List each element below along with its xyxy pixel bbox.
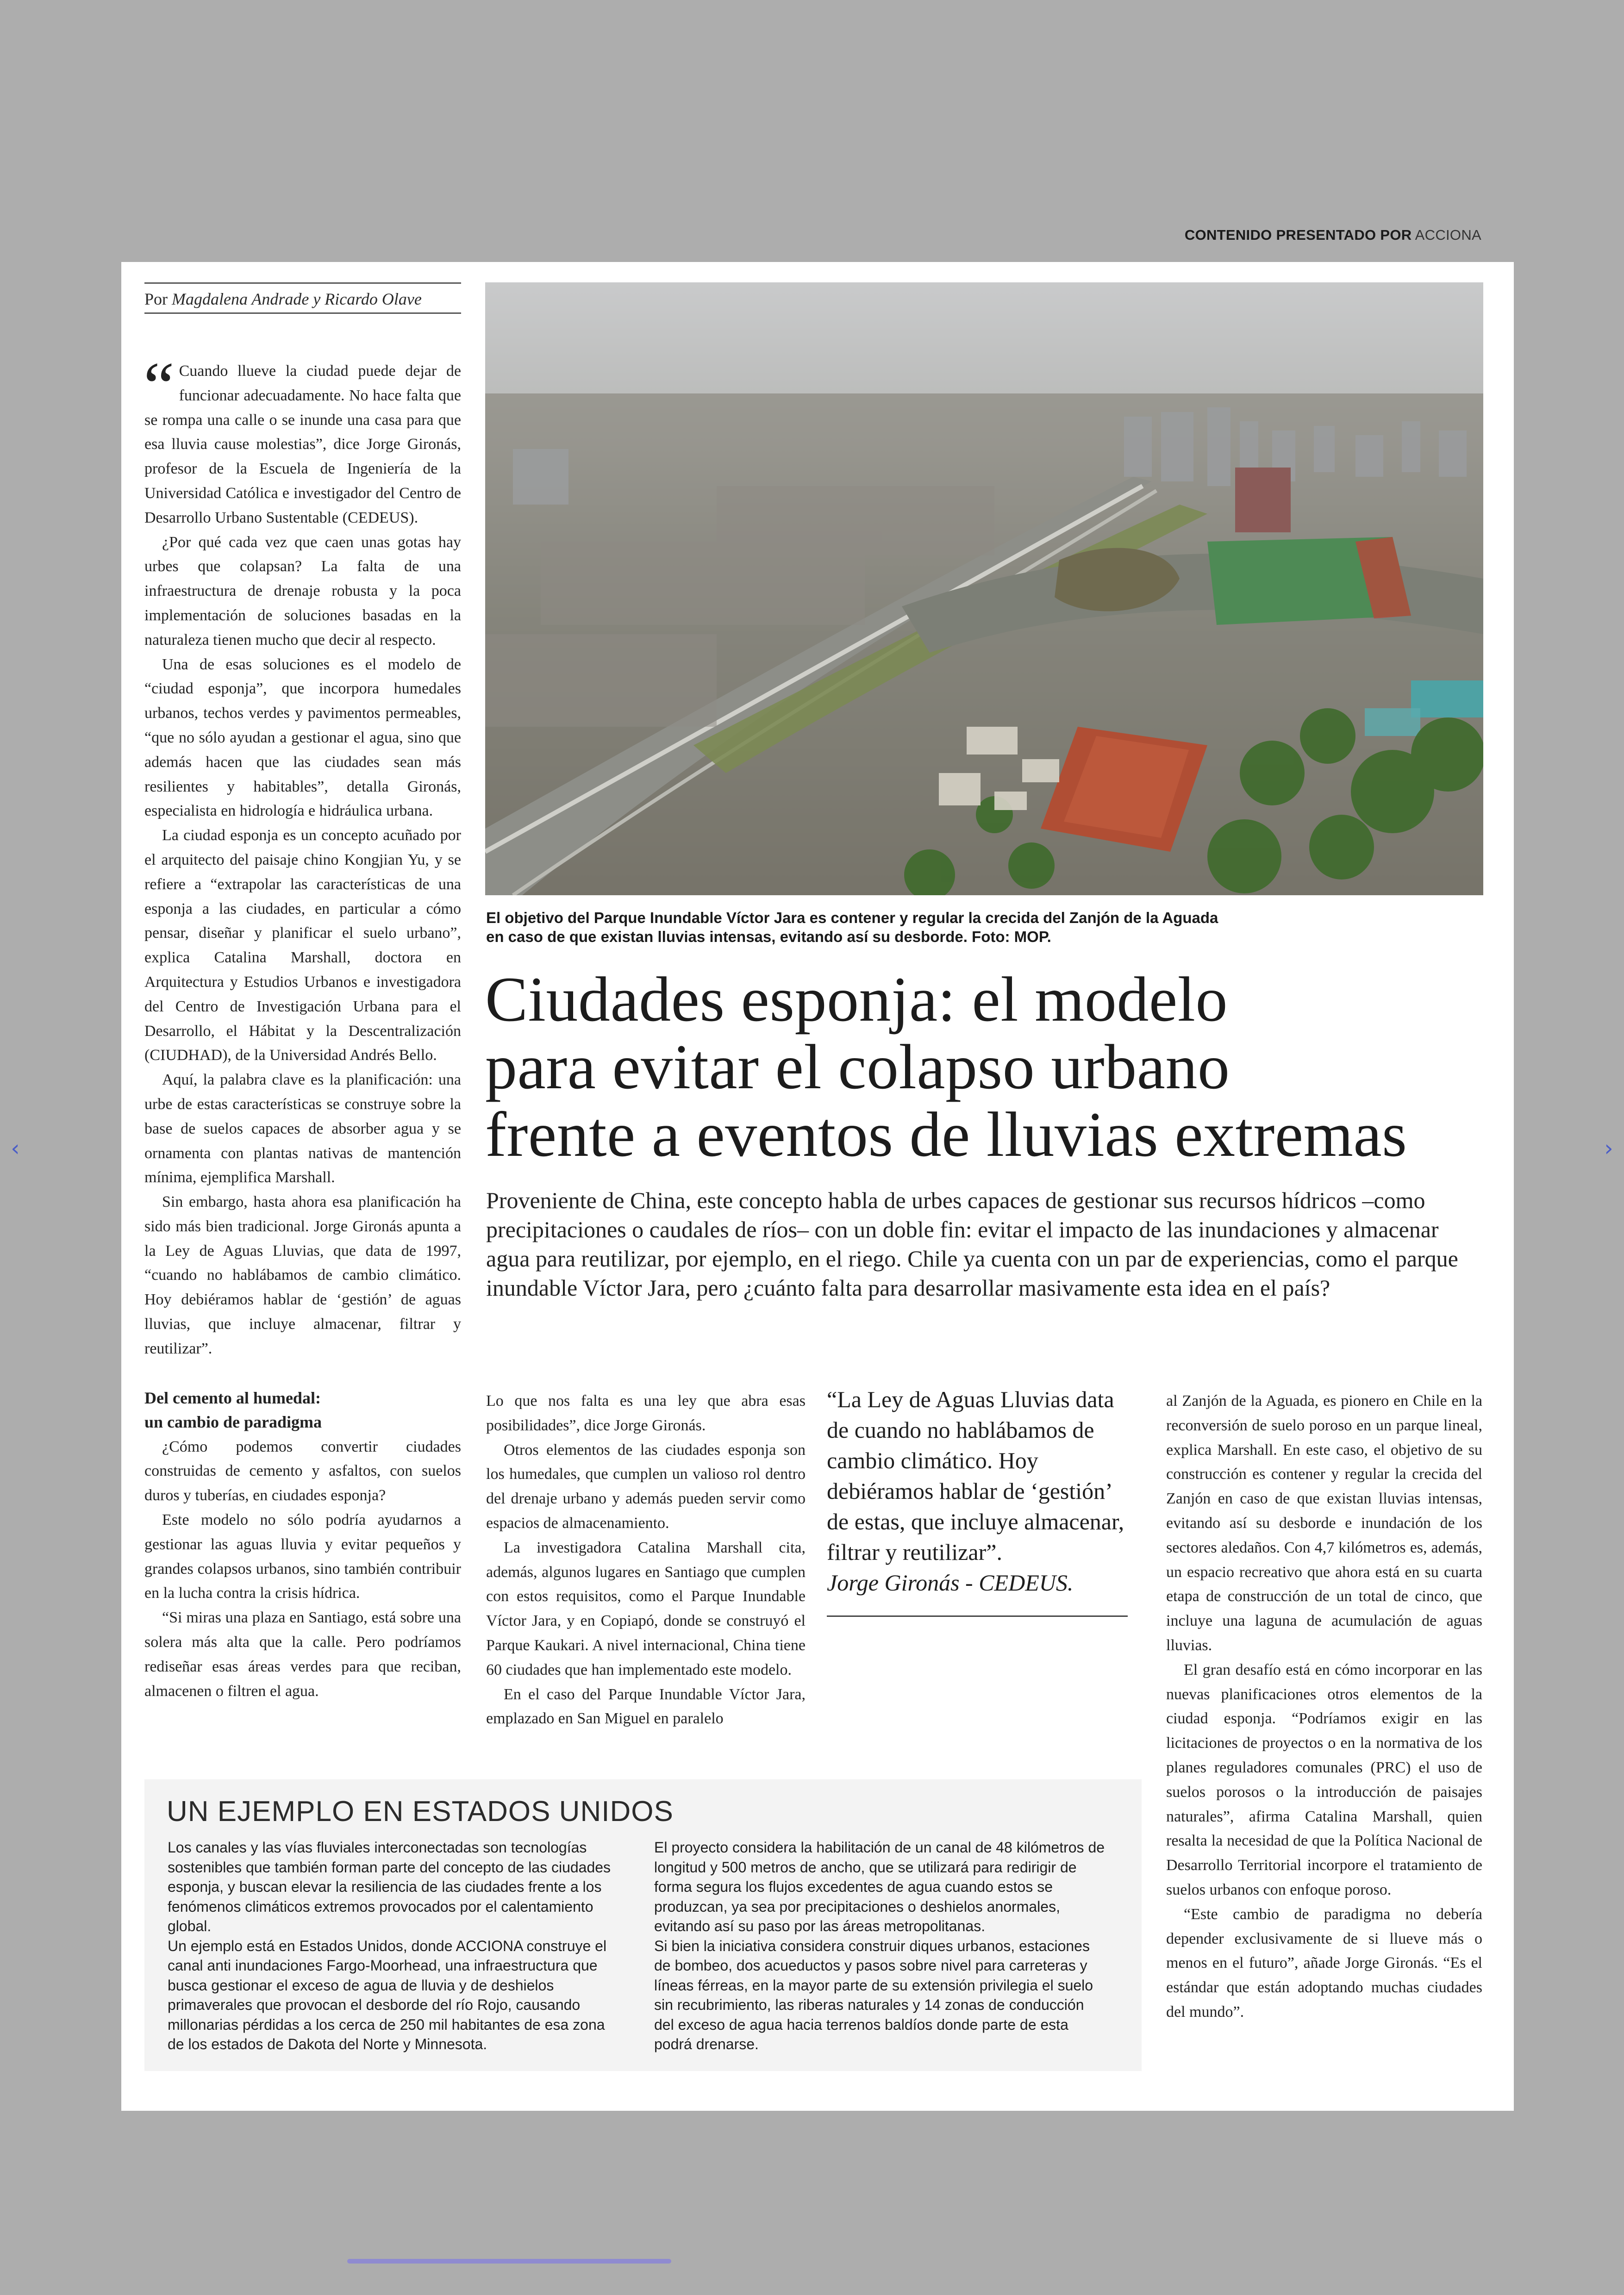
box-paragraph: Un ejemplo está en Estados Unidos, donde ACCIONA construye el canal anti inundaciones Fargo-Moorhead, una infraestructura que busca gestionar el exceso de agua de lluvia y de deshielos primaverales que provocan el desborde del río Rojo, causando millonarias pérdidas a los cerca de 250 mil habitantes de esa zona de los estados de Dakota del Norte y Minnesota. — [168, 1937, 607, 2052]
aerial-park-photo — [485, 282, 1483, 895]
sidebar-box-column-2 — [654, 1838, 1108, 2054]
article-column-2 — [486, 1389, 806, 1731]
reading-progress-fill — [347, 2259, 671, 2264]
body-paragraph: En el caso del Parque Inundable Víctor Jara, emplazado en San Miguel en paralelo — [486, 1685, 806, 1727]
byline-authors: Magdalena Andrade y Ricardo Olave — [172, 290, 422, 308]
subhead-line-1: Del cemento al humedal: — [144, 1388, 321, 1407]
article-page — [121, 262, 1514, 2111]
dropcap-quote: “ — [144, 348, 175, 425]
body-paragraph: al Zanjón de la Aguada, es pionero en Chile en la reconversión de suelo poroso en un parque lineal, explica Marshall. En este caso, el objetivo de su construcción es contener y regular la crecida del Zanjón en caso de que existan lluvias intensas, evitando así su desborde e inundación de los sectores aledaños. Con 4,7 kilómetros es, además, un espacio recreativo que ahora está en su cuarta etapa de construcción de un total de cinco, que incluye una laguna de acumulación de aguas lluvias. — [1166, 1392, 1482, 1654]
box-paragraph: Si bien la iniciativa considera construir diques urbanos, estaciones de bombeo, dos acueductos y pasos sobre nivel para carreteras y líneas férreas, en la mayor parte de su extensión privilegia el suelo sin recubrimiento, las riberas naturales y 14 zonas de conducción del exceso de agua hacia terrenos baldíos donde parte de esta podrá drenarse. — [654, 1937, 1093, 2052]
previous-page-arrow-icon[interactable]: ‹ — [11, 1135, 20, 1161]
body-paragraph: La investigadora Catalina Marshall cita, además, algunos lugares en Santiago que cumplen con estos requisitos, como el Parque Inundable Víctor Jara, y en Copiapó, donde se construyó el Parque Kaukari. A nivel internacional, China tiene 60 ciudades que han implementado este modelo. — [486, 1539, 806, 1678]
headline-line-2: para evitar el colapso urbano — [485, 1031, 1230, 1102]
article-column-4 — [1166, 1389, 1482, 2025]
box-paragraph: Los canales y las vías fluviales interconectadas son tecnologías sostenibles que también forman parte del concepto de las ciudades esponja, y buscan elevar la resiliencia de las ciudades frente a los fenómenos climáticos extremos provocados por el calentamiento global. — [168, 1839, 611, 1934]
body-paragraph: “Si miras una plaza en Santiago, está sobre una solera más alta que la calle. Pero podríamos rediseñar esas áreas verdes para que reciban, almacenen o filtren el agua. — [144, 1609, 461, 1700]
lead-text: Cuando llueve la ciudad puede dejar de funcionar adecuadamente. No hace falta que se rompa una calle o se inunde una casa para que esa lluvia cause molestias”, dice Jorge Gironás, profesor de la Escuela de Ingeniería de la Universidad Católica e investigador del Centro de Desarrollo Urbano Sustentable (CEDEUS). — [144, 362, 461, 526]
pull-quote-text: “La Ley de Aguas Lluvias data de cuando no hablábamos de cambio climático. Hoy debiéramos hablar de ‘gestión’ de estas, que incluye almacenar, filtrar y reutilizar”. — [827, 1386, 1124, 1565]
body-paragraph: La ciudad esponja es un concepto acuñado por el arquitecto del paisaje chino Kongjian Yu, y se refiere a “extrapolar las características de una esponja a las ciudades, en particular a cómo pensar, diseñar y planificar el suelo urbano”, explica Catalina Marshall, doctora en Arquitectura y Estudios Urbanos e investigadora del Centro de Investigación Urbana para el Desarrollo, el Hábitat y la Descentralización (CIUDHAD), de la Universidad Andrés Bello. — [144, 827, 461, 1064]
sponsor-label — [1185, 227, 1481, 243]
body-paragraph: ¿Cómo podemos convertir ciudades construidas de cemento y asfaltos, con suelos duros y tuberías, en ciudades esponja? — [144, 1438, 461, 1504]
article-standfirst: Proveniente de China, este concepto habla de urbes capaces de gestionar sus recursos hídricos –como precipitaciones o caudales de ríos– con un doble fin: evitar el impacto de las inundaciones y almacenar agua para reutilizar, por ejemplo, en el riego. Chile ya cuenta con un par de experiencias, como el parque inundable Víctor Jara, pero ¿cuánto falta para desarrollar masivamente esta idea en el país? — [486, 1187, 1458, 1301]
sponsor-prefix: CONTENIDO PRESENTADO POR — [1184, 227, 1412, 243]
sidebar-box — [144, 1779, 1142, 2071]
article-column-1 — [144, 348, 461, 1703]
body-paragraph: Lo que nos falta es una ley que abra esas posibilidades”, dice Jorge Gironás. — [486, 1392, 806, 1434]
section-subhead — [144, 1386, 461, 1434]
byline-prefix: Por — [144, 290, 168, 308]
body-paragraph: Una de esas soluciones es el modelo de “ciudad esponja”, que incorpora humedales urbanos, techos verdes y pavimentos permeables, “que no sólo ayudan a gestionar el agua, sino que además hacen que las ciudades sean más resilientes y habitables”, detalla Gironás, especialista en hidrología e hidráulica urbana. — [144, 655, 461, 820]
body-paragraph: ¿Por qué cada vez que caen unas gotas hay urbes que colapsan? La falta de una infraestructura de drenaje robusta y la poca implementación de soluciones basadas en la naturaleza tienen mucho que decir al respecto. — [144, 533, 461, 649]
sidebar-box-title: UN EJEMPLO EN ESTADOS UNIDOS — [167, 1796, 674, 1827]
body-paragraph: Aquí, la palabra clave es la planificación: una urbe de estas características se construye sobre la base de suelos capaces de absorber agua y se ornamenta con plantas nativas de mantención mínima, ejemplifica Marshall. — [144, 1071, 461, 1186]
caption-line-1: El objetivo del Parque Inundable Víctor Jara es contener y regular la crecida del Zanjón de la Aguada — [486, 909, 1218, 926]
box-paragraph: El proyecto considera la habilitación de un canal de 48 kilómetros de longitud y 500 metros de ancho, que se utilizará para redirigir de forma segura los flujos excedentes de agua cuando estos se produzcan, ya sea por precipitaciones o deshielos anormales, evitando así su paso por las áreas metropolitanas. — [654, 1839, 1105, 1934]
body-paragraph: El gran desafío está en cómo incorporar en las nuevas planificaciones otros elementos de la ciudad esponja. “Podríamos exigir en las licitaciones de proyectos o en la normativa de los planes reguladores comunales (PRC) el uso de suelos porosos o la introducción de paisajes naturales”, afirma Catalina Marshall, quien resalta la necesidad de que la Política Nacional de Desarrollo Territorial incorpore el tratamiento de suelos urbanos con enfoque poroso. — [1166, 1661, 1482, 1898]
photo-caption — [486, 908, 1481, 946]
next-page-arrow-icon[interactable]: › — [1604, 1135, 1613, 1161]
aerial-city-illustration — [485, 282, 1483, 895]
body-paragraph: “Este cambio de paradigma no debería depender exclusivamente de si llueve más o menos en el futuro”, añade Jorge Gironás. “Es el estándar que están adoptando muchas ciudades del mundo”. — [1166, 1905, 1482, 2021]
pull-quote-attribution: Jorge Gironás - CEDEUS. — [827, 1570, 1074, 1596]
sidebar-box-column-1 — [168, 1838, 621, 2054]
headline-line-3: frente a eventos de lluvias extremas — [485, 1099, 1407, 1170]
body-paragraph: Este modelo no sólo podría ayudarnos a gestionar las aguas lluvia y evitar pequeños y grandes colapsos urbanos, sino también contribuir en la lucha contra la crisis hídrica. — [144, 1511, 461, 1602]
caption-line-2: en caso de que existan lluvias intensas, evitando así su desborde. Foto: MOP. — [486, 928, 1051, 945]
headline-line-1: Ciudades esponja: el modelo — [485, 964, 1228, 1035]
lead-paragraph — [144, 348, 461, 530]
subhead-line-2: un cambio de paradigma — [144, 1412, 322, 1431]
body-paragraph: Sin embargo, hasta ahora esa planificación ha sido más bien tradicional. Jorge Gironás apunta a la Ley de Aguas Lluvias, que data de 1997, “cuando no hablábamos de cambio climático. Hoy debiéramos hablar de ‘gestión’ de aguas lluvias, que incluye almacenar, filtrar y reutilizar”. — [144, 1193, 461, 1357]
sponsor-brand: ACCIONA — [1415, 227, 1481, 243]
body-paragraph: Otros elementos de las ciudades esponja son los humedales, que cumplen un valioso rol dentro del drenaje urbano y además pueden servir como espacios de almacenamiento. — [486, 1441, 806, 1532]
article-headline — [485, 966, 1494, 1168]
reading-progress-bar[interactable] — [347, 2259, 1273, 2264]
pull-quote — [827, 1384, 1128, 1617]
byline — [144, 282, 461, 314]
